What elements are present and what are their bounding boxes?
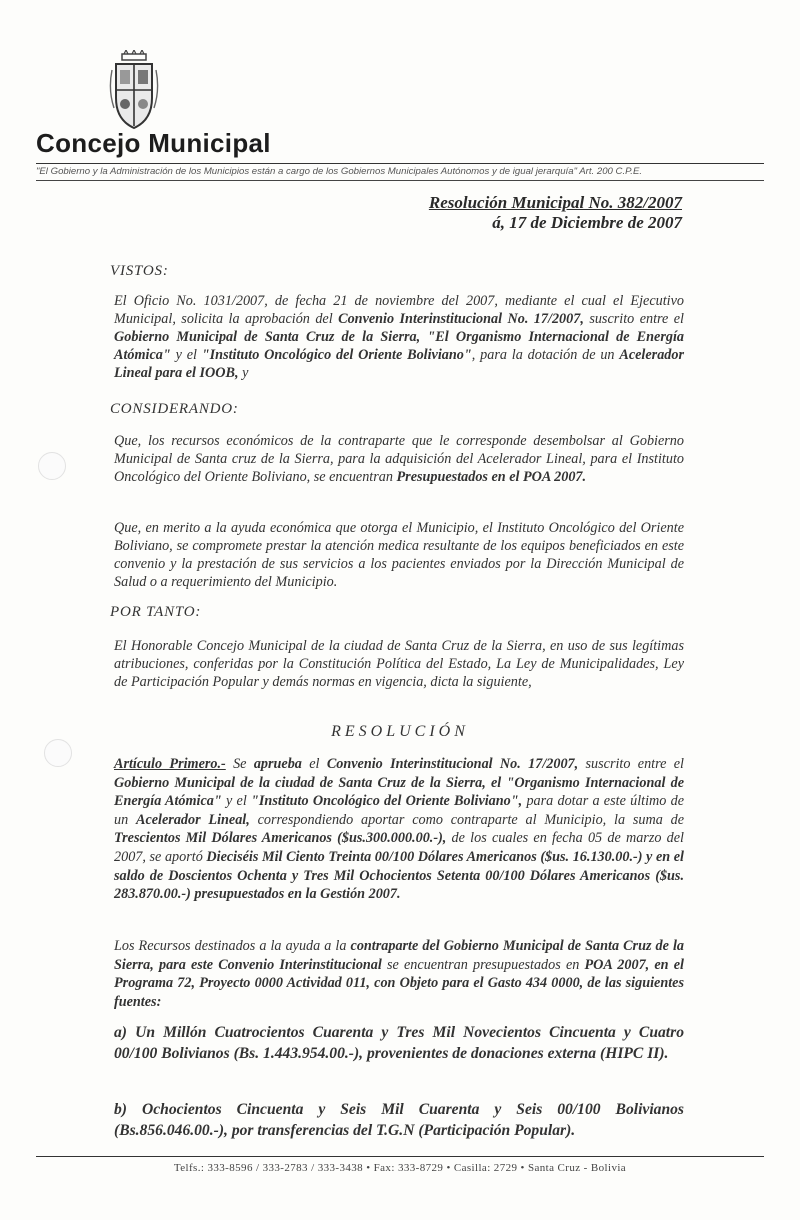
text: El Oficio No. 1031/2007, de fecha 21 de noviembre del 2007, mediante el cual el Ejecutivo Municipal, solicita la aprobación del: [114, 293, 684, 327]
text: y el: [221, 793, 252, 810]
text: y: [238, 365, 249, 381]
organization-name: Concejo Municipal: [36, 128, 271, 158]
text: correspondiendo aportar como contraparte al Municipio, la suma de: [249, 811, 685, 828]
recursos-paragraph: [114, 937, 684, 1011]
text: el: [301, 756, 327, 772]
article-label: Artículo Primero.-: [114, 756, 226, 772]
articulo-section: [114, 755, 684, 904]
fuente-a-paragraph: a) Un Millón Cuatrocientos Cuarenta y Tres Mil Novecientos Cincuenta y Cuatro 00/100 Bolivianos (Bs. 1.443.954.00.-), provenientes de donaciones externa (HIPC II).: [114, 1024, 684, 1062]
footer-contact: Telfs.: 333-8596 / 333-2783 / 333-3438 • Fax: 333-8729 • Casilla: 2729 • Santa Cruz - Bolivia: [173, 1162, 627, 1174]
punch-hole: [44, 739, 72, 767]
text: Presupuestados en el POA 2007.: [396, 469, 587, 485]
text: Trescientos Mil Dólares Americanos ($us.300.000.00.-),: [114, 830, 447, 847]
text: Acelerador Lineal para el IOOB,: [114, 347, 684, 381]
vistos-section: [114, 292, 684, 382]
text: aprueba: [253, 756, 302, 772]
text: POA 2007, en el Programa 72, Proyecto 0000 Actividad 011, con Objeto para el Gasto 434 0000, de las siguientes fuentes:: [114, 956, 684, 1010]
vistos-paragraph: [114, 292, 684, 382]
considerando-heading: CONSIDERANDO:: [110, 401, 239, 417]
recursos-section: [114, 937, 684, 1011]
header-quote: "El Gobierno y la Administración de los Municipios están a cargo de los Gobiernos Municipales Autónomos y de igual jerarquía" Art. 200 C.P.E.: [36, 166, 643, 177]
text: Que, los recursos económicos de la contraparte que le corresponde desembolsar al Gobierno Municipal de Santa cruz de la Sierra, para la adquisición del Acelerador Lineal, para el Instituto Oncológico del Oriente Boliviano, se encuentran: [114, 433, 684, 485]
text: Los Recursos destinados a la ayuda a la: [114, 938, 351, 954]
text: , para la dotación de un: [471, 347, 620, 363]
footer-rule: [36, 1156, 764, 1157]
considerando-paragraph-2: Que, en merito a la ayuda económica que otorga el Municipio, el Instituto Oncológico del Oriente Boliviano, se compromete prestar la atención medica resultante de los equipos beneficiados en este convenio y la prestación de sus servicios a los pacientes enviados por la Dirección Municipal de Salud o a requerimiento del Municipio.: [114, 520, 684, 590]
fuente-b-paragraph: b) Ochocientos Cincuenta y Seis Mil Cuarenta y Seis 00/100 Bolivianos (Bs.856.046.00.-), por transferencias del T.G.N (Participación Popular).: [114, 1101, 684, 1139]
text: contraparte del Gobierno Municipal de Santa Cruz de la Sierra, para este Convenio Interinstitucional: [114, 938, 685, 973]
text: Gobierno Municipal de la ciudad de Santa Cruz de la Sierra, el "Organismo Internacional de Energía Atómica": [114, 774, 684, 810]
text: se encuentran presupuestados en: [381, 956, 585, 973]
text: "Instituto Oncológico del Oriente Boliviano",: [251, 793, 523, 810]
fuente-b-section: [114, 1099, 684, 1141]
text: "Instituto Oncológico del Oriente Boliviano": [201, 347, 472, 363]
text: y el: [170, 347, 202, 363]
vistos-heading: VISTOS:: [110, 263, 169, 279]
text: Acelerador Lineal,: [136, 811, 250, 828]
text: para dotar a este último de un: [114, 793, 684, 828]
por-tanto-section: [114, 637, 684, 691]
fuente-a-section: [114, 1022, 684, 1064]
resolution-date: á, 17 de Diciembre de 2007: [492, 213, 682, 232]
text: suscrito entre el: [578, 756, 684, 772]
por-tanto-heading: POR TANTO:: [110, 604, 202, 620]
resolution-number: Resolución Municipal No. 382/2007: [428, 193, 682, 212]
considerando-section: [114, 432, 684, 486]
punch-hole: [38, 452, 66, 480]
header-rule: [36, 163, 764, 164]
text: Gobierno Municipal de Santa Cruz de la Sierra, "El Organismo Internacional de Energía Atómica": [114, 329, 684, 363]
text: Convenio Interinstitucional No. 17/2007,: [326, 756, 579, 772]
text: suscrito entre el: [583, 311, 685, 327]
resolution-title: RESOLUCIÓN: [331, 723, 469, 740]
considerando-section-2: [114, 519, 684, 591]
text: Se: [225, 756, 254, 772]
text: Convenio Interinstitucional No. 17/2007,: [338, 311, 584, 327]
text: Dieciséis Mil Ciento Treinta 00/100 Dólares Americanos ($us. 16.130.00.-) y en el saldo de Doscientos Ochenta y Tres Mil Ochocientos Setenta 00/100 Dólares Americanos ($us. 283.870.00.-) presupuestados en la Gestión 2007.: [114, 848, 684, 903]
text: de los cuales en fecha 05 de marzo del 2007, se aportó: [114, 830, 684, 865]
articulo-primero-paragraph: [114, 755, 684, 904]
header-rule: [36, 180, 764, 181]
considerando-paragraph-1: [114, 432, 684, 486]
coat-of-arms-icon: [108, 50, 160, 130]
por-tanto-paragraph: El Honorable Concejo Municipal de la ciudad de Santa Cruz de la Sierra, en uso de sus legítimas atribuciones, conferidas por la Constitución Política del Estado, La Ley de Municipalidades, Ley de Participación Popular y demás normas en vigencia, dicta la siguiente,: [114, 638, 684, 690]
